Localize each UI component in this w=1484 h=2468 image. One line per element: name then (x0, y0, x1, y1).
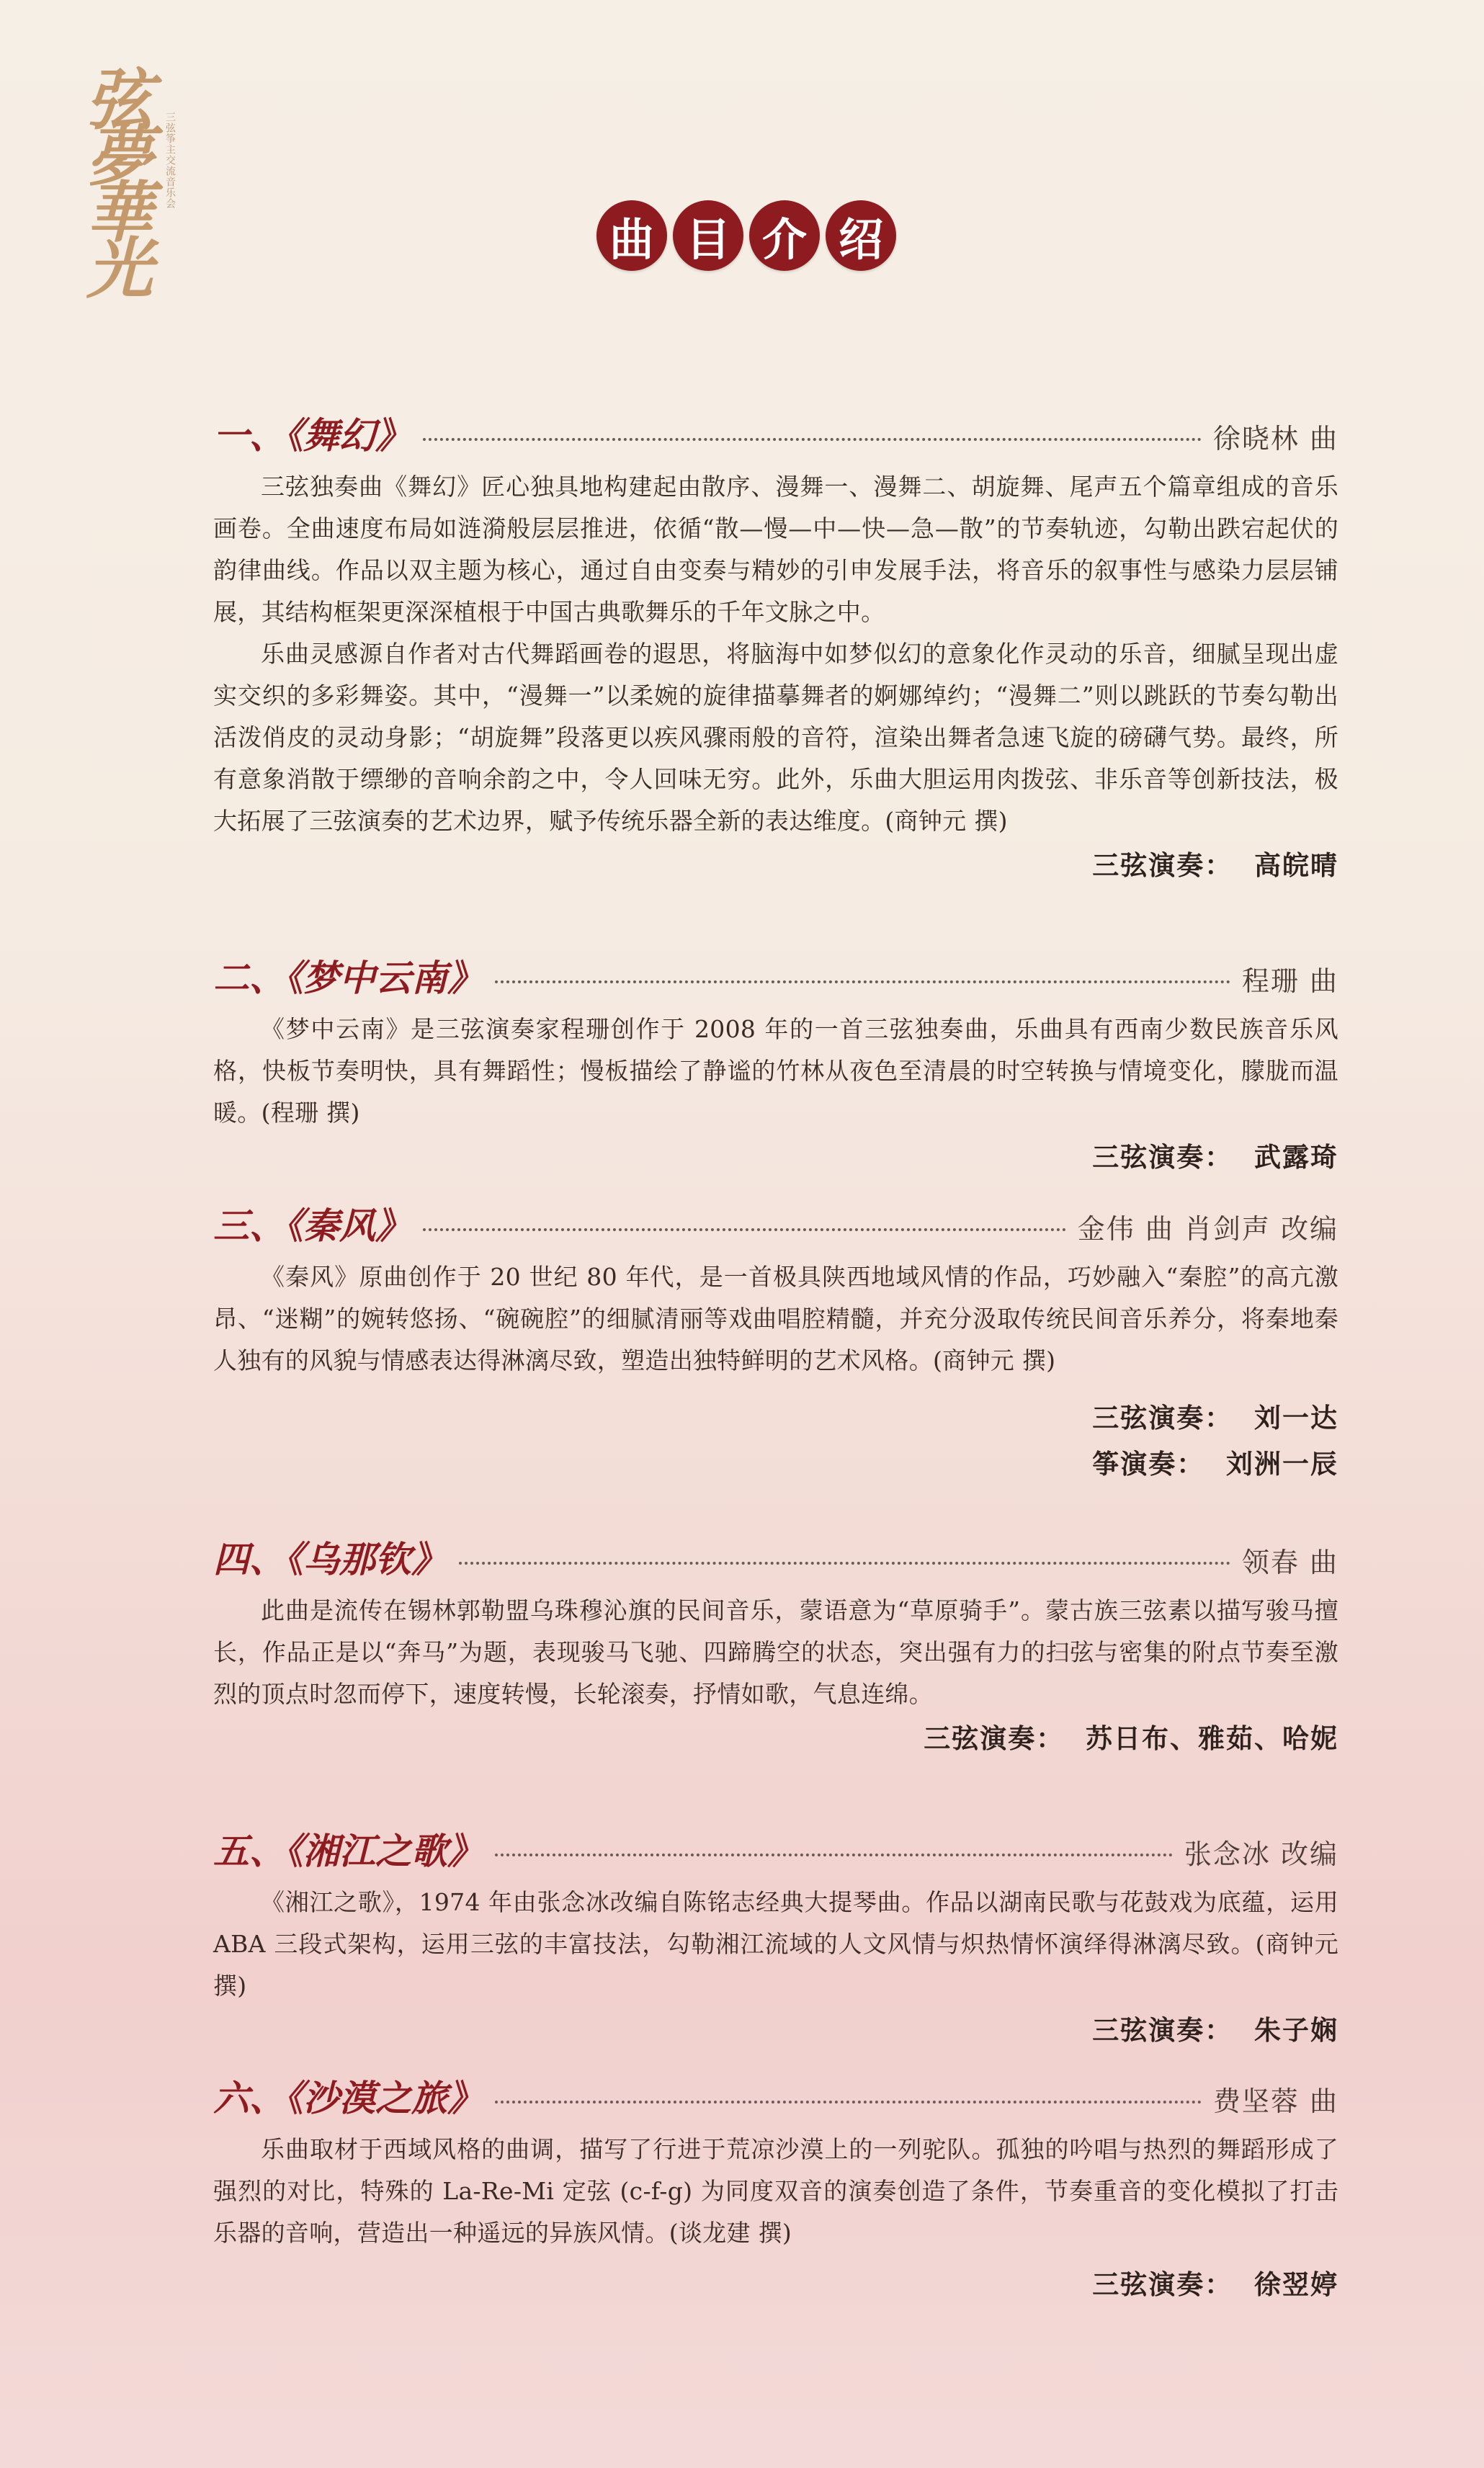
piece-description: 《秦风》原曲创作于 20 世纪 80 年代，是一首极具陕西地域风情的作品，巧妙融入“秦腔”的高亢激昂、“迷糊”的婉转悠扬、“碗碗腔”的细腻清丽等戏曲唱腔精髓，并充分汲取传统民间音乐养分，将秦地秦人独有的风貌与情感表达得淋漓尽致，塑造出独特鲜明的艺术风格。(商钟元 撰) (213, 1263, 1338, 1374)
piece-header (213, 407, 1338, 457)
piece-header (213, 949, 1338, 1000)
performer-names: 朱子娴 (1254, 2014, 1338, 2046)
piece-description: 三弦独奏曲《舞幻》匠心独具地构建起由散序、漫舞一、漫舞二、胡旋舞、尾声五个篇章组成的音乐画卷。全曲速度布局如涟漪般层层推进，依循“散—慢—中—快—急—散”的节奏轨迹，勾勒出跌宕起伏的韵律曲线。作品以双主题为核心，通过自由变奏与精妙的引申发展手法，将音乐的叙事性与感染力层层铺展，其结构框架更深深植根于中国古典歌舞乐的千年文脉之中。 (213, 473, 1338, 626)
piece-title: 六、《沙漠之旅》 (213, 2077, 483, 2119)
piece-header (213, 1531, 1338, 1581)
logo-char: 華 (86, 174, 153, 251)
composer-credit: 张念冰 改编 (1184, 1838, 1338, 1870)
composer-credit: 费坚蓉 曲 (1212, 2085, 1338, 2117)
leader-dots (495, 2101, 1202, 2103)
piece-title: 五、《湘江之歌》 (213, 1830, 483, 1872)
piece-description: 《梦中云南》是三弦演奏家程珊创作于 2008 年的一首三弦独奏曲，乐曲具有西南少数民族音乐风格，快板节奏明快，具有舞蹈性；慢板描绘了静谧的竹林从夜色至清晨的时空转换与情境变化，朦胧而温暖。(程珊 撰) (213, 1015, 1338, 1127)
piece-section (213, 407, 1338, 888)
logo-calligraphy (86, 61, 166, 308)
piece-description: 乐曲灵感源自作者对古代舞蹈画卷的遐思，将脑海中如梦似幻的意象化作灵动的乐音，细腻呈现出虚实交织的多彩舞姿。其中，“漫舞一”以柔婉的旋律描摹舞者的婀娜绰约；“漫舞二”则以跳跃的节奏勾勒出活泼俏皮的灵动身影；“胡旋舞”段落更以疾风骤雨般的音符，渲染出舞者急速飞旋的磅礴气势。最终，所有意象消散于缥缈的音响余韵之中，令人回味无穷。此外，乐曲大胆运用肉拨弦、非乐音等创新技法，极大拓展了三弦演奏的艺术边界，赋予传统乐器全新的表达维度。(商钟元 撰) (213, 640, 1338, 835)
performer-names: 武露琦 (1254, 1141, 1338, 1173)
performer-label: 三弦演奏： (1092, 1402, 1233, 1434)
logo-subtitle: 三弦筝主交流音乐会 (164, 112, 176, 209)
performer-names: 高皖晴 (1254, 849, 1338, 881)
piece-title: 一、《舞幻》 (213, 414, 411, 457)
performer-credit (213, 1134, 1338, 1180)
leader-dots (495, 1854, 1173, 1856)
piece-header (213, 1197, 1338, 1248)
concert-logo (86, 61, 187, 310)
leader-dots (423, 1228, 1066, 1231)
piece-section (213, 2070, 1338, 2307)
piece-header (213, 2070, 1338, 2120)
piece-description: 此曲是流传在锡林郭勒盟乌珠穆沁旗的民间音乐，蒙语意为“草原骑手”。蒙古族三弦素以描写骏马擅长，作品正是以“奔马”为题，表现骏马飞驰、四蹄腾空的状态，突出强有力的扫弦与密集的附点节奏至激烈的顶点时忽而停下，速度转慢，长轮滚奏，抒情如歌，气息连绵。 (213, 1596, 1338, 1708)
piece-section (213, 1531, 1338, 1761)
piece-section (213, 1197, 1338, 1487)
performer-credit (213, 2261, 1338, 2307)
performer-label: 三弦演奏： (1092, 2268, 1233, 2300)
piece-section (213, 1823, 1338, 2053)
composer-credit: 徐晓林 曲 (1212, 423, 1338, 455)
composer-credit: 领春 曲 (1241, 1547, 1338, 1578)
page-title (596, 200, 896, 271)
performer-names: 刘一达 (1254, 1402, 1338, 1434)
piece-description: 乐曲取材于西域风格的曲调，描写了行进于荒凉沙漠上的一列驼队。孤独的吟唱与热烈的舞蹈形成了强烈的对比，特殊的 La-Re-Mi 定弦 (c-f-g) 为同度双音的演奏创造了条件，节奏重音的变化模拟了打击乐器的音响，营造出一种遥远的异族风情。(谈龙建 撰) (213, 2135, 1338, 2247)
leader-dots (495, 980, 1230, 983)
logo-char: 弦 (86, 61, 153, 139)
title-char: 目 (673, 200, 743, 271)
performer-credit (213, 2007, 1338, 2053)
performer-names: 苏日布、雅茹、哈妮 (1086, 1722, 1338, 1754)
title-char: 绍 (826, 200, 896, 271)
performer-credit (213, 1395, 1338, 1441)
performer-credit (213, 1441, 1338, 1487)
performer-label: 三弦演奏： (1092, 1141, 1233, 1173)
performer-names: 刘洲一辰 (1226, 1448, 1338, 1480)
performer-label: 筝演奏： (1092, 1448, 1205, 1480)
logo-char: 光 (86, 230, 153, 308)
piece-section (213, 949, 1338, 1180)
logo-char: 夢 (86, 117, 153, 195)
piece-title: 二、《梦中云南》 (213, 957, 483, 999)
composer-credit: 程珊 曲 (1241, 965, 1338, 997)
piece-title: 三、《秦风》 (213, 1204, 411, 1247)
piece-description: 《湘江之歌》，1974 年由张念冰改编自陈铭志经典大提琴曲。作品以湖南民歌与花鼓戏为底蕴，运用 ABA 三段式架构，运用三弦的丰富技法，勾勒湘江流域的人文风情与炽热情怀演绎得淋漓尽致。(商钟元 撰) (213, 1888, 1338, 2000)
title-char: 曲 (596, 200, 667, 271)
performer-label: 三弦演奏： (924, 1722, 1065, 1754)
leader-dots (459, 1562, 1230, 1565)
leader-dots (423, 438, 1202, 441)
performer-names: 徐翌婷 (1254, 2268, 1338, 2300)
piece-header (213, 1823, 1338, 1873)
piece-title: 四、《乌那钦》 (213, 1538, 447, 1580)
performer-credit (213, 1715, 1338, 1761)
performer-label: 三弦演奏： (1092, 849, 1233, 881)
performer-credit (213, 842, 1338, 888)
title-char: 介 (749, 200, 820, 271)
composer-credit: 金伟 曲 肖剑声 改编 (1077, 1213, 1338, 1245)
performer-label: 三弦演奏： (1092, 2014, 1233, 2046)
